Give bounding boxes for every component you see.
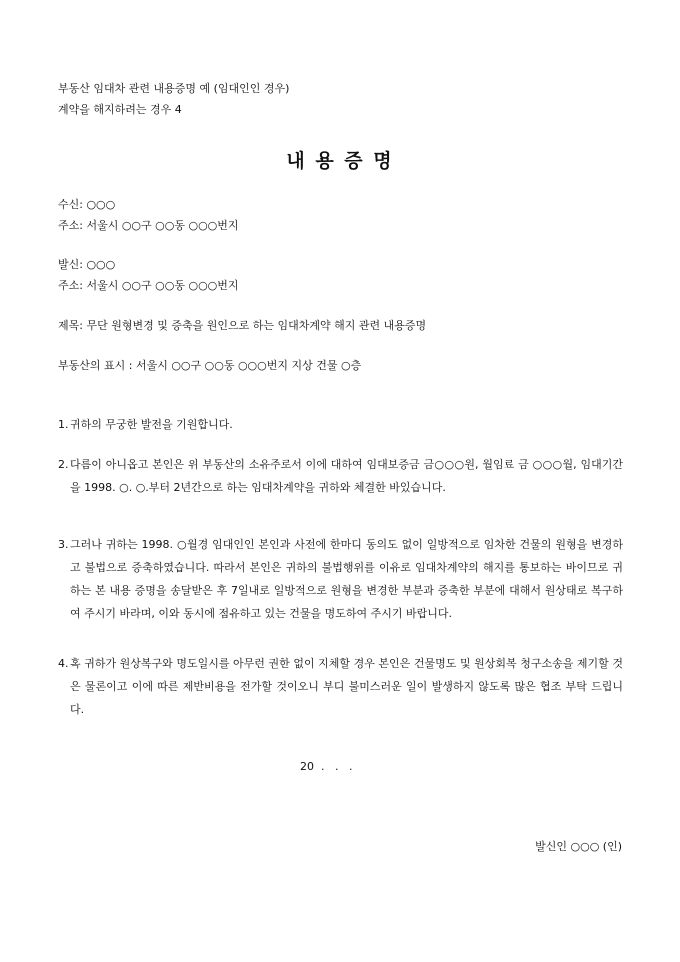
sender-address: 주소: 서울시 ○○구 ○○동 ○○○번지 xyxy=(58,279,239,292)
subject-line: 제목: 무단 원형변경 및 증축을 원인으로 하는 임대차계약 해지 관련 내용증명 xyxy=(58,319,427,332)
header-line-2: 계약을 해지하려는 경우 4 xyxy=(58,103,182,116)
paragraph-number: 1. xyxy=(58,418,69,431)
sender-name: 발신: ○○○ xyxy=(58,258,116,271)
paragraph-text: 혹 귀하가 원상복구와 명도일시를 아무런 권한 없이 지체할 경우 본인은 건물명도 및 원상회복 청구소송을 제기할 것은 물론이고 이에 따른 제반비용을 전가할 것이오니 부디 불미스러운 일이 발생하지 않도록 많은 협조 부탁 드립니다. xyxy=(70,657,623,716)
date-line: 20 . . . xyxy=(300,760,353,773)
paragraph-4 xyxy=(58,652,623,721)
paragraph-3 xyxy=(58,533,623,625)
paragraph-2 xyxy=(58,453,623,499)
signature-line: 발신인 ○○○ (인) xyxy=(535,840,622,853)
paragraph-number: 2. xyxy=(58,458,69,471)
paragraph-number: 4. xyxy=(58,657,69,670)
paragraph-number: 3. xyxy=(58,538,69,551)
paragraph-text: 귀하의 무궁한 발전을 기원합니다. xyxy=(70,418,233,431)
document-title: 내 용 증 명 xyxy=(286,150,394,172)
property-description: 부동산의 표시 : 서울시 ○○구 ○○동 ○○○번지 지상 건물 ○층 xyxy=(58,359,362,372)
paragraph-1 xyxy=(58,413,623,436)
recipient-address: 주소: 서울시 ○○구 ○○동 ○○○번지 xyxy=(58,219,239,232)
paragraph-text: 다름이 아니옵고 본인은 위 부동산의 소유주로서 이에 대하여 임대보증금 금○○○원, 월임료 금 ○○○월, 임대기간을 1998. ○. ○.부터 2년간으로 하는 임대차계약을 귀하와 체결한 바있습니다. xyxy=(70,458,623,494)
recipient-name: 수신: ○○○ xyxy=(58,198,116,211)
header-line-1: 부동산 임대차 관련 내용증명 예 (임대인인 경우) xyxy=(58,82,290,95)
paragraph-text: 그러나 귀하는 1998. ○월경 임대인인 본인과 사전에 한마디 동의도 없이 일방적으로 임차한 건물의 원형을 변경하고 불법으로 증축하였습니다. 따라서 본인은 귀하의 불법행위를 이유로 임대차계약의 해지를 통보하는 바이므로 귀하는 본 내용 증명을 송달받은 후 7일내로 일방적으로 원형을 변경한 부분과 증축한 부분에 대해서 원상태로 복구하여 주시기 바라며, 이와 동시에 점유하고 있는 건물을 명도하여 주시기 바랍니다. xyxy=(70,538,623,620)
